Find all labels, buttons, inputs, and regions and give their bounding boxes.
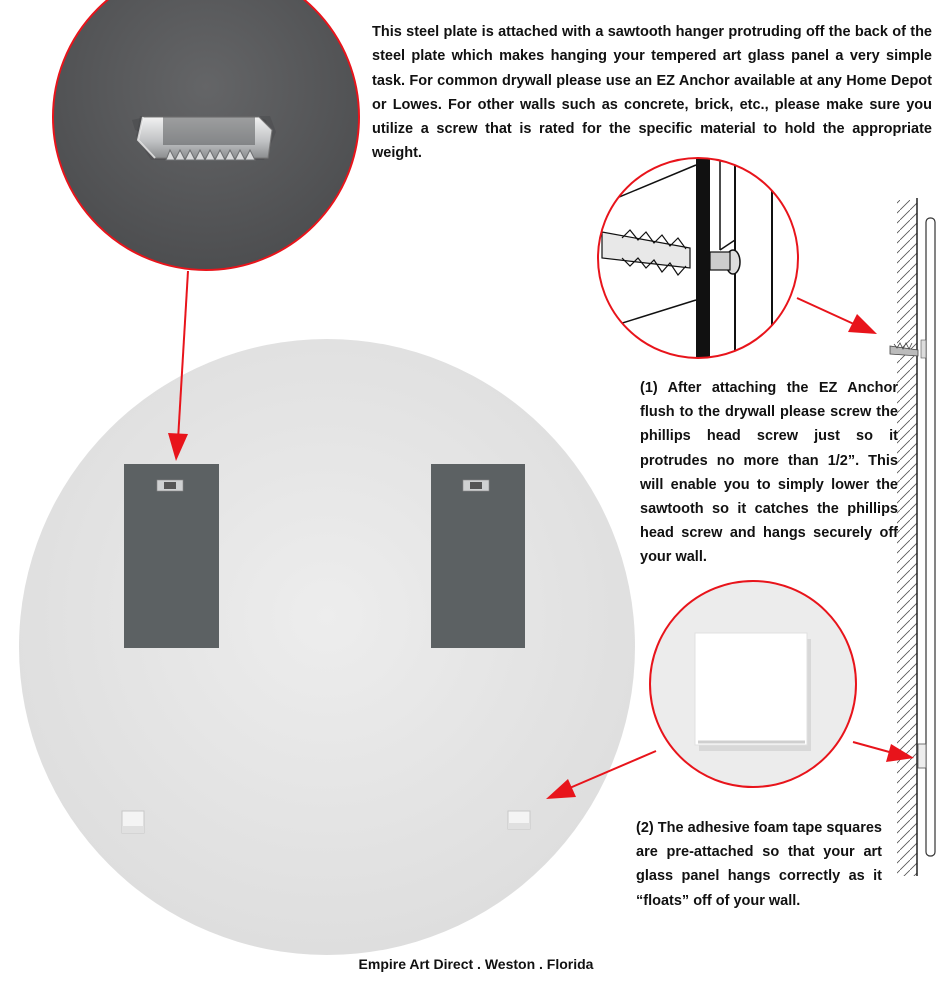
- steel-plate-right: [431, 464, 525, 648]
- foam-square-right: [508, 811, 530, 829]
- sawtooth-hanger-small-left: [157, 480, 183, 491]
- sawtooth-hanger-small-right: [463, 480, 489, 491]
- step-1-paragraph: (1) After attaching the EZ Anchor flush to the drywall please screw the phillips head screw just so it protrudes no more than 1/2”. This will enable you to simply lower the sawtooth so it catches the phillips head screw and hangs securely off your wall.: [640, 380, 898, 566]
- glass-panel-back: [19, 339, 635, 955]
- callout-arrow-anchor: [797, 298, 877, 334]
- steel-plate-left: [124, 464, 219, 648]
- hanger-zoom-callout: [53, 0, 359, 270]
- step-2-paragraph: (2) The adhesive foam tape squares are pre-attached so that your art glass panel hangs correctly as it “floats” off of your wall.: [636, 820, 882, 909]
- intro-paragraph: This steel plate is attached with a sawtooth hanger protruding off the back of the steel plate which makes hanging your tempered art glass panel a very simple task. For common drywall please use an EZ Anchor available at any Home Depot or Lowes. For other walls such as concrete, brick, etc., please make sure you utilize a screw that is rated for the specific material to hold the appropriate weight.: [372, 24, 932, 162]
- foam-zoom-callout: [650, 581, 856, 787]
- anchor-zoom-callout: [598, 150, 798, 370]
- foam-square-left: [122, 811, 144, 833]
- footer-credit: Empire Art Direct . Weston . Florida: [358, 956, 594, 972]
